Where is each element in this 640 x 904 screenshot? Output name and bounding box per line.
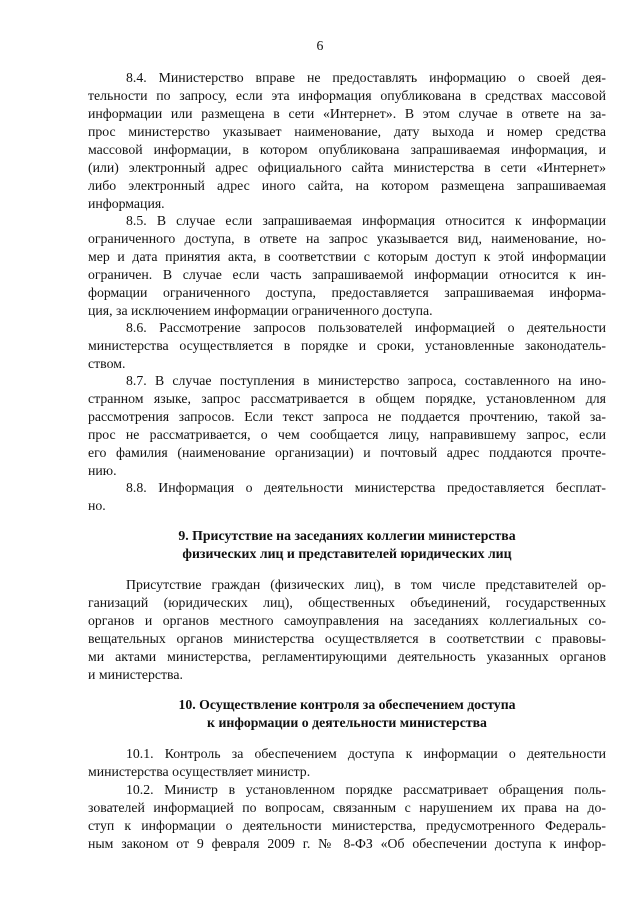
text-line: 8.4. Министерство вправе не предоставлять информацию о своей дея- (126, 70, 606, 85)
text-line: прос министерство указывает наименование, дату выхода и номер средства (88, 124, 606, 139)
section-heading-line: физических лиц и представителей юридических лиц (182, 546, 512, 561)
section-heading-line: 9. Присутствие на заседаниях коллегии министерства (178, 528, 516, 543)
text-line: Присутствие граждан (физических лиц), в том числе представителей ор- (126, 577, 606, 592)
text-line: ством. (88, 356, 126, 371)
text-line: странном языке, запрос рассматривается в общем порядке, установленном для (88, 391, 606, 406)
text-line: либо электронный адрес иного сайта, на котором размещена запрашиваемая (88, 178, 606, 193)
text-line: его фамилия (наименование организации) и почтовый адрес поддаются прочте- (88, 445, 606, 460)
text-line: тельности по запросу, если эта информация опубликована в средствах массовой (88, 88, 606, 103)
text-line: мер и дата принятия акта, в соответствии с которым доступ к этой информации (88, 249, 606, 264)
text-line: ограниченного доступа, в ответе на запрос указывается вид, наименование, но- (88, 231, 606, 246)
text-line: зователей информацией по вопросам, связанным с нарушением их права на до- (88, 800, 606, 815)
text-line: информации или размещена в сети «Интернет». В этом случае в ответе на за- (88, 106, 606, 121)
text-line: вещательных органов министерства осуществляется в соответствии с правовы- (88, 631, 606, 646)
text-line: 10.2. Министр в установленном порядке рассматривает обращения поль- (126, 782, 606, 797)
text-line: ным законом от 9 февраля 2009 г. № 8-ФЗ «Об обеспечении доступа к инфор- (88, 836, 606, 851)
text-line: ми актами министерства, регламентирующими деятельность указанных органов (88, 649, 606, 664)
text-line: и министерства. (88, 667, 183, 682)
section-heading-line: к информации о деятельности министерства (207, 715, 487, 730)
text-line: министерства осуществляет министр. (88, 764, 311, 779)
text-line: прос не рассматривается, о чем сообщается лицу, направившему запрос, если (88, 427, 606, 442)
text-line: ция, за исключением информации ограниченного доступа. (88, 303, 433, 318)
text-line: рассмотрения запросов. Если текст запроса не поддается прочтению, такой за- (88, 409, 606, 424)
page-number: 6 (316, 38, 324, 53)
text-line: министерства осуществляется в порядке и сроки, установленные законодатель- (88, 338, 606, 353)
text-line: информация. (88, 196, 165, 211)
text-line: ступ к информации о деятельности министерства, предусмотренного Федераль- (88, 818, 606, 833)
text-line: формации ограниченного доступа, предоставляется запрашиваемая информа- (88, 285, 606, 300)
text-line: нию. (88, 463, 117, 478)
text-line: 8.8. Информация о деятельности министерства предоставляется бесплат- (126, 480, 606, 495)
text-line: 10.1. Контроль за обеспечением доступа к информации о деятельности (126, 746, 606, 761)
text-line: 8.5. В случае если запрашиваемая информация относится к информации (126, 213, 606, 228)
text-line: но. (88, 498, 106, 513)
text-line: 8.6. Рассмотрение запросов пользователей информацией о деятельности (126, 320, 606, 335)
text-line: органов и органов местного самоуправления на заседаниях коллегиальных со- (88, 613, 606, 628)
section-heading-line: 10. Осуществление контроля за обеспечением доступа (178, 697, 516, 712)
text-line: ганизаций (юридических лиц), общественных объединений, государственных (88, 595, 606, 610)
text-line: ограничен. В случае если часть запрашиваемой информации относится к ин- (88, 267, 606, 282)
text-line: 8.7. В случае поступления в министерство запроса, составленного на ино- (126, 373, 606, 388)
text-line: массовой информации, в котором опубликована запрашиваемая информация, и (88, 142, 606, 157)
text-line: (или) электронный адрес официального сайта министерства в сети «Интернет» (88, 160, 606, 175)
